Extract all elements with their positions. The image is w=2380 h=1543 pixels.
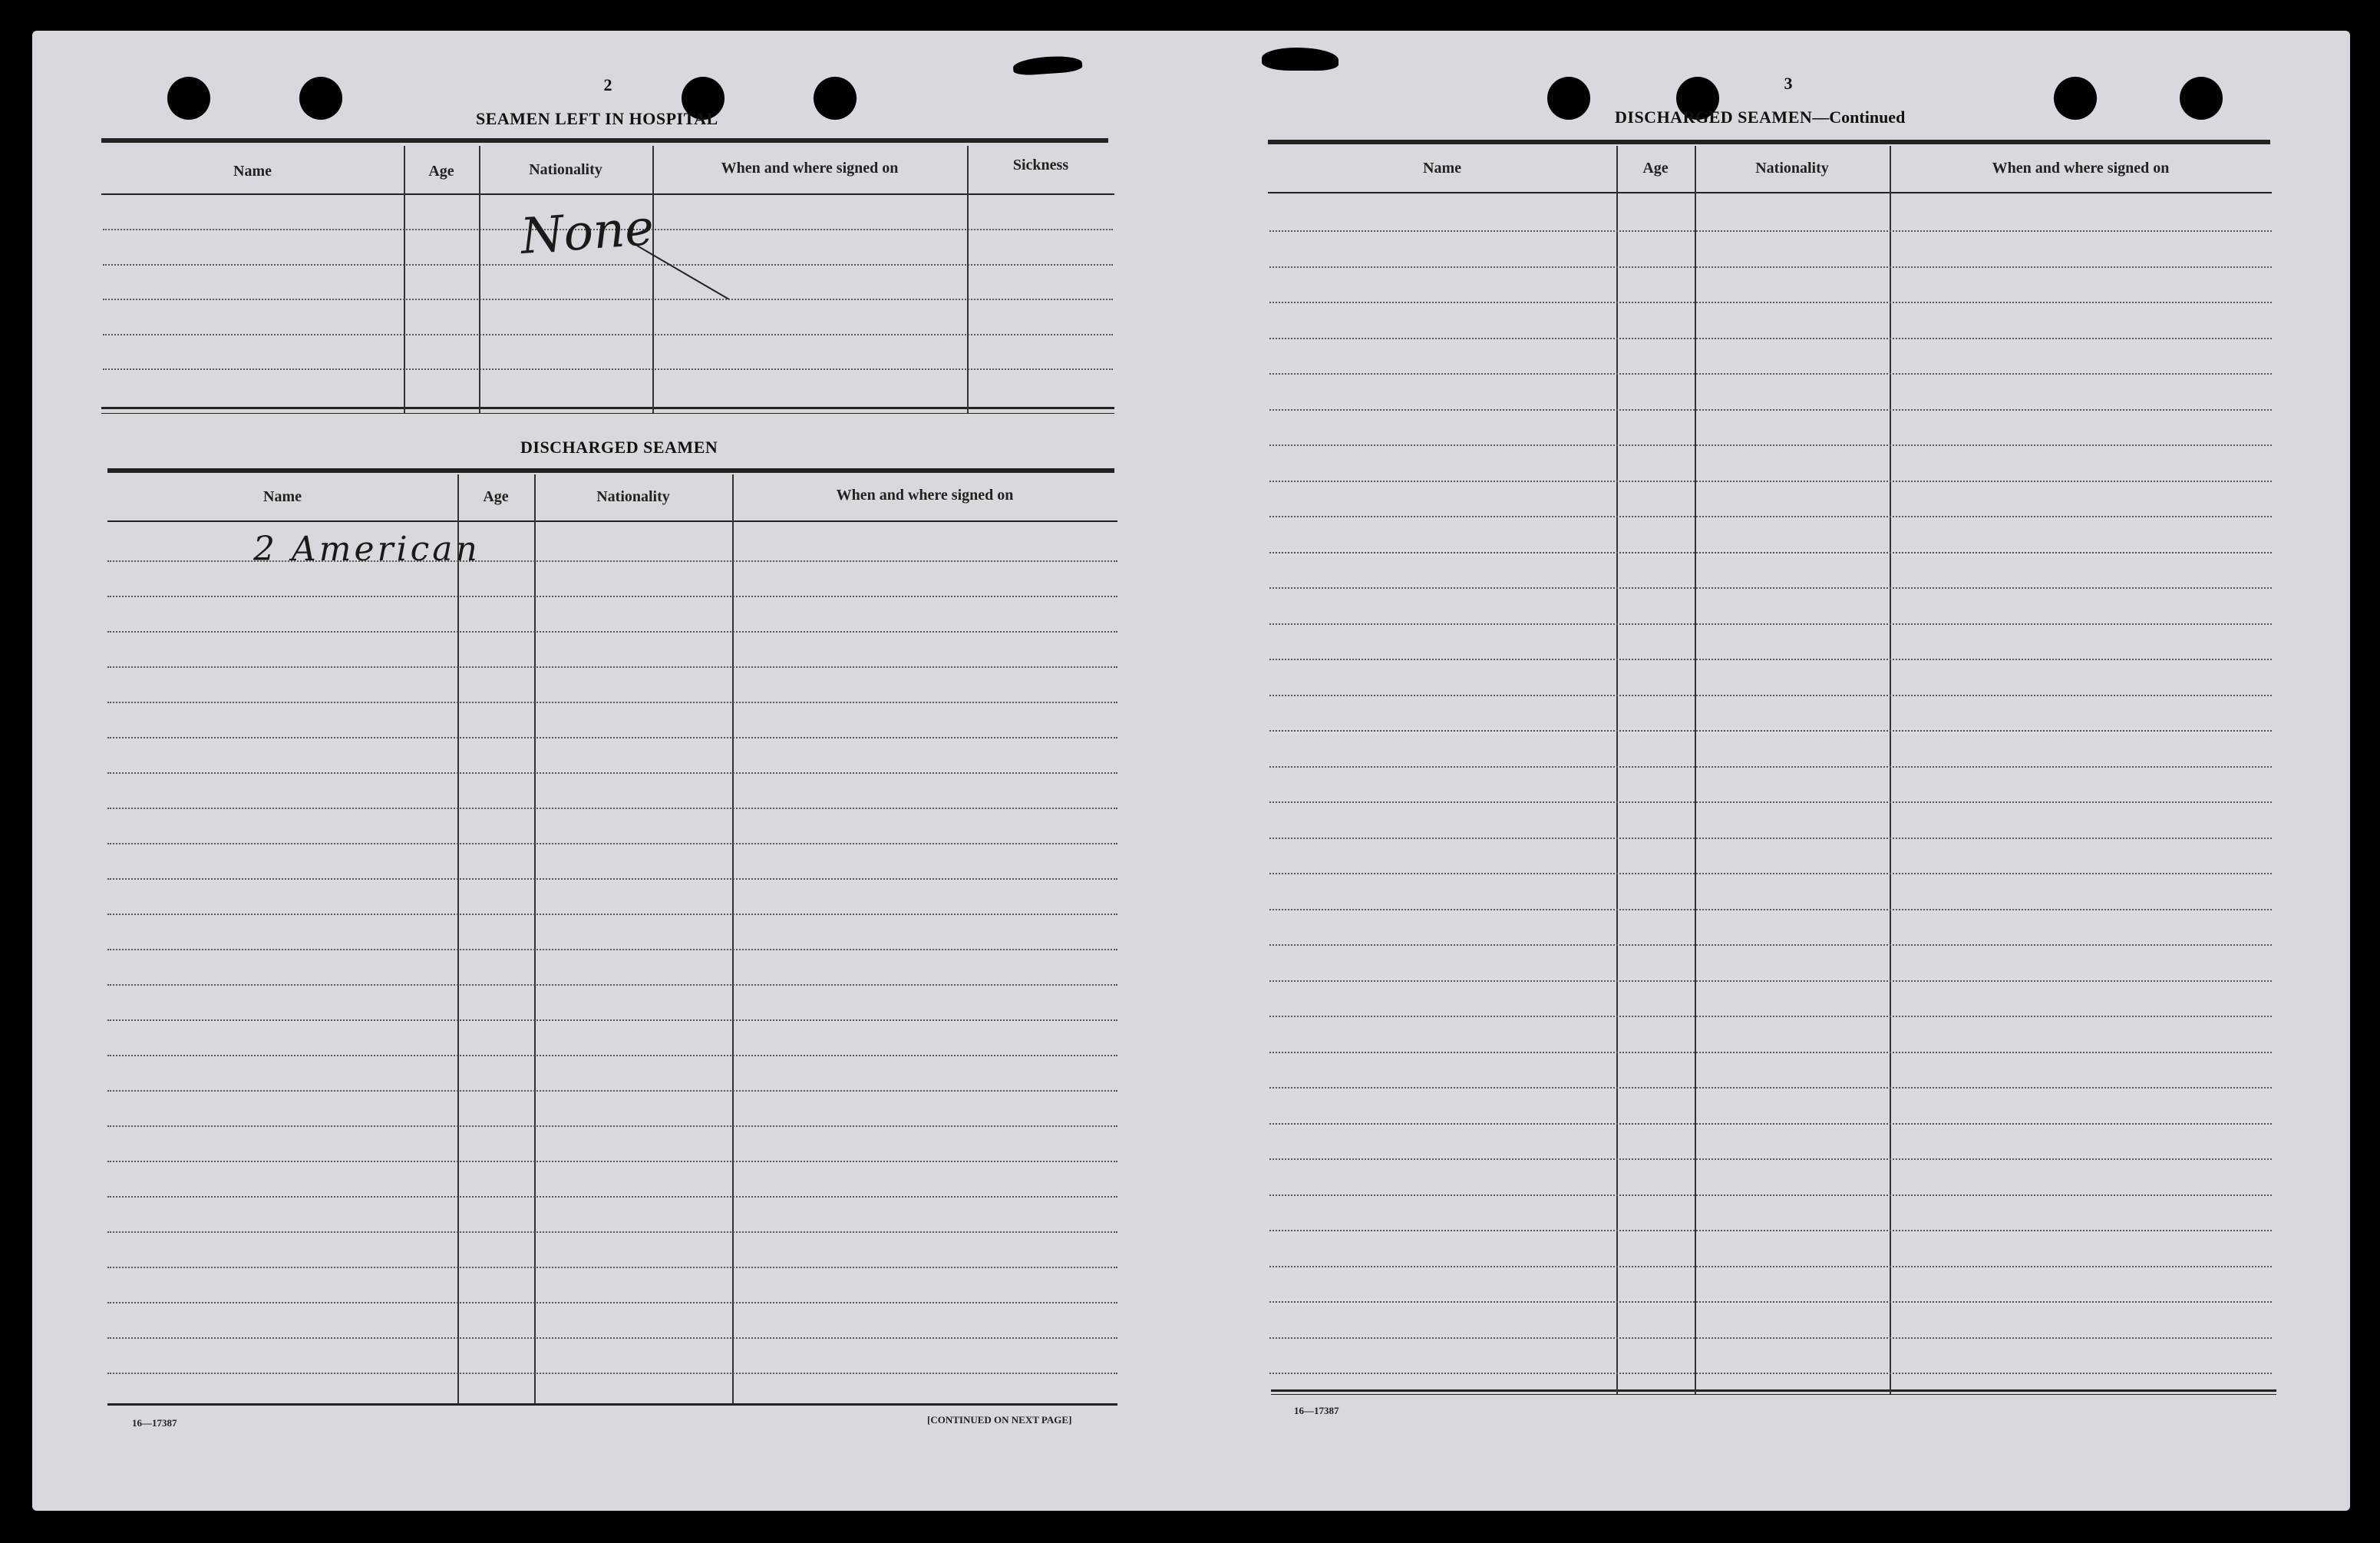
- ruled-line: [1269, 730, 2272, 732]
- column-divider: [967, 146, 969, 413]
- ruled-line: [107, 1302, 1117, 1303]
- header-name: Name: [263, 488, 302, 505]
- header-rule: [1268, 192, 2272, 193]
- ruled-line: [107, 1196, 1117, 1198]
- ruled-line: [107, 1373, 1117, 1374]
- ruled-line: [107, 843, 1117, 844]
- ruled-line: [107, 878, 1117, 880]
- punch-hole: [814, 77, 857, 120]
- ruled-line: [107, 984, 1117, 986]
- ruled-line: [1269, 1052, 2272, 1053]
- ruled-line: [1269, 909, 2272, 910]
- table-bottom-rule: [1271, 1389, 2276, 1392]
- ruled-line: [1269, 373, 2272, 375]
- svg-text:2 American: 2 American: [253, 530, 480, 569]
- ruled-line: [1269, 766, 2272, 768]
- ruled-line: [107, 1019, 1117, 1021]
- punch-hole: [299, 77, 342, 120]
- page-number: 2: [603, 75, 612, 94]
- form-number: 16—17387: [1294, 1405, 1339, 1416]
- ruled-line: [103, 334, 1113, 335]
- column-divider: [404, 146, 405, 413]
- table-bottom-rule: [107, 1403, 1117, 1406]
- table-top-rule: [107, 468, 1114, 473]
- header-age: Age: [1642, 160, 1669, 177]
- ruled-line: [107, 1055, 1117, 1056]
- header-sickness: Sickness: [1012, 157, 1069, 173]
- ruled-line: [1269, 409, 2272, 411]
- header-when-where: When and where signed on: [721, 160, 899, 177]
- column-divider: [1695, 146, 1696, 1394]
- ruled-line: [107, 1337, 1117, 1339]
- table-top-rule: [1268, 140, 2270, 144]
- continued-suffix: —Continued: [1812, 107, 1906, 127]
- column-divider: [732, 474, 734, 1403]
- handwritten-none: [507, 192, 760, 299]
- ruled-line: [1269, 481, 2272, 482]
- ruled-line: [1269, 266, 2272, 268]
- ruled-line: [107, 949, 1117, 950]
- header-nationality: Nationality: [529, 161, 602, 178]
- ruled-line: [1269, 1123, 2272, 1125]
- ruled-line: [1269, 980, 2272, 982]
- ruled-line: [107, 737, 1117, 738]
- ruled-line: [1269, 230, 2272, 232]
- header-nationality: Nationality: [1755, 160, 1829, 177]
- ruled-line: [107, 702, 1117, 703]
- ruled-line: [1269, 873, 2272, 874]
- header-nationality: Nationality: [596, 488, 670, 505]
- ruled-line: [107, 772, 1117, 774]
- continued-note: [CONTINUED ON NEXT PAGE]: [927, 1414, 1072, 1426]
- ruled-line: [1269, 695, 2272, 696]
- column-divider: [479, 146, 480, 413]
- ruled-line: [1269, 838, 2272, 839]
- discharged-section-title: DISCHARGED SEAMEN: [520, 438, 718, 457]
- table-bottom-rule: [101, 407, 1114, 409]
- ruled-line: [1269, 944, 2272, 946]
- form-number: 16—17387: [132, 1417, 177, 1429]
- ruled-line: [107, 1125, 1117, 1127]
- ruled-line: [1269, 623, 2272, 625]
- header-when-where: When and where signed on: [836, 487, 1014, 504]
- ruled-line: [1269, 1230, 2272, 1231]
- ruled-line: [1269, 1087, 2272, 1089]
- column-divider: [534, 474, 536, 1403]
- ruled-line: [107, 1161, 1117, 1162]
- ruled-line: [107, 666, 1117, 668]
- ruled-line: [1269, 516, 2272, 517]
- punch-hole: [2054, 77, 2097, 120]
- ruled-line: [1269, 1194, 2272, 1196]
- header-when-where: When and where signed on: [1992, 160, 2170, 177]
- ruled-line: [1269, 1158, 2272, 1160]
- ruled-line: [107, 631, 1117, 633]
- form-sheet: [32, 31, 2350, 1511]
- ruled-line: [1269, 1373, 2272, 1374]
- ruled-line: [1269, 1266, 2272, 1267]
- ruled-line: [1269, 444, 2272, 446]
- ruled-line: [107, 808, 1117, 809]
- punch-hole: [2180, 77, 2223, 120]
- table-bottom-rule: [1271, 1394, 2276, 1395]
- table-top-rule: [101, 138, 1108, 143]
- ruled-line: [1269, 338, 2272, 339]
- column-divider: [1616, 146, 1618, 1394]
- punch-hole: [1547, 77, 1590, 120]
- ruled-line: [103, 368, 1113, 370]
- header-age: Age: [428, 163, 454, 180]
- page-number: 3: [1784, 74, 1793, 93]
- discharged-title-text: DISCHARGED SEAMEN: [1615, 107, 1813, 127]
- discharged-continued-title: [1615, 107, 1905, 127]
- ruled-line: [107, 596, 1117, 597]
- punch-hole: [167, 77, 210, 120]
- ruled-line: [1269, 1337, 2272, 1339]
- handwritten-2-american: [246, 522, 568, 576]
- ink-blot: [1262, 48, 1339, 71]
- column-divider: [1890, 146, 1891, 1394]
- ruled-line: [107, 1267, 1117, 1268]
- header-name: Name: [233, 163, 272, 180]
- ruled-line: [1269, 659, 2272, 660]
- ruled-line: [1269, 1301, 2272, 1303]
- ruled-line: [107, 914, 1117, 915]
- ruled-line: [107, 1090, 1117, 1092]
- ruled-line: [1269, 1016, 2272, 1017]
- header-age: Age: [483, 488, 509, 505]
- ruled-line: [1269, 302, 2272, 303]
- table-bottom-rule: [101, 413, 1114, 414]
- column-divider: [457, 474, 459, 1403]
- hospital-section-title: SEAMEN LEFT IN HOSPITAL: [476, 109, 718, 128]
- ruled-line: [1269, 552, 2272, 553]
- svg-text:None: None: [518, 200, 656, 266]
- ruled-line: [107, 1231, 1117, 1233]
- header-name: Name: [1423, 160, 1461, 177]
- ruled-line: [1269, 587, 2272, 589]
- ruled-line: [1269, 801, 2272, 803]
